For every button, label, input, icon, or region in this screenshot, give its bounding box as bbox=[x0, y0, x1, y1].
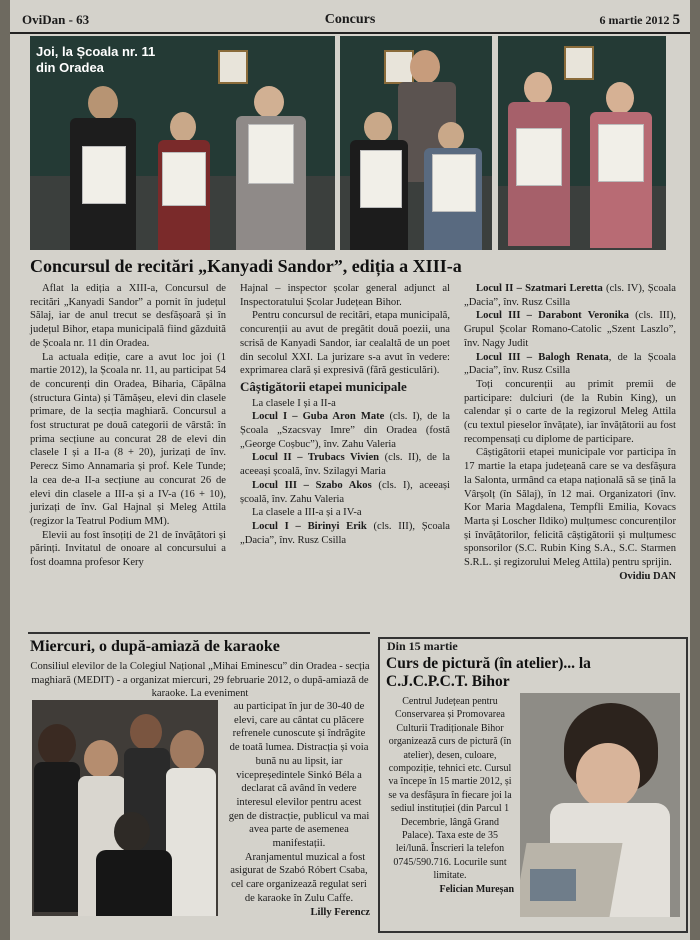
article3-kicker: Din 15 martie bbox=[384, 639, 461, 654]
winner-entry: Locul III – Szabo Akos (cls. I), aceeași școală, înv. Zahu Valeria bbox=[240, 479, 450, 505]
section-divider bbox=[28, 632, 370, 634]
article3-author: Felician Mureșan bbox=[439, 883, 514, 895]
category-label: La clasele I și a II-a bbox=[252, 397, 336, 409]
newspaper-page bbox=[10, 0, 690, 940]
article1-title: Concursul de recitări „Kanyadi Sandor”, ediția a XIII-a bbox=[30, 256, 462, 276]
painting-photo bbox=[520, 693, 680, 917]
article3-title-line-1: Curs de pictură (în atelier)... la bbox=[386, 655, 591, 672]
article1-paragraph: La actuala ediție, care a avut loc joi (1 martie 2012), la Școala nr. 11, au participat 54 de concurenți din Oradea, Biharia, Căpâlna (structura Ginta) și Tămășeu, elevi din clasele primare, de la secția maghiară. Concursul a fost structurat pe două categorii de vârstă: în prima secțiune au concurat 28 de elevi din clasele I și a II-a (8 + 20), jurizați de înv. Perecz Simo Annamaria și prof. Kele Tunde; la cea de-a II-a secțiune au concurat 26 de elevi din clasele a III-a și a IV-a (16 + 10), jurizați de înv. Gal Hajnal și Meleg Attila (regizor la Teatrul Podium MM). bbox=[30, 351, 226, 527]
winner-entry: Locul III – Balogh Renata, de la Școala „Dacia”, înv. Rusz Csilla bbox=[464, 351, 676, 377]
winner-entry: Locul II – Trubacs Vivien (cls. II), de la aceeași școală, înv. Szilagyi Maria bbox=[240, 452, 450, 478]
winner-entry: Locul I – Guba Aron Mate (cls. I), de la Școala „Szacsvay Imre” din Oradea (fostă „George Coșbuc”), înv. Zahu Valeria bbox=[240, 411, 450, 450]
article1-paragraph: Hajnal – inspector școlar general adjunct al Inspectoratului Școlar Județean Bihor. bbox=[240, 283, 450, 308]
winners-heading: Câștigătorii etapei municipale bbox=[240, 378, 407, 394]
article2-intro: Consiliul elevilor de la Colegiul Național „Mihai Eminescu” din Oradea - secția maghiară (MEDIT) - a organizat miercuri, 29 februarie 2012, o după-amiază de karaoke. La eveniment bbox=[30, 661, 370, 700]
article1-paragraph: Câștigătorii etapei municipale vor participa în 17 martie la etapa județeană care se va desfășura la Salonta, urmând ca etapa națională să se țină la Vârșolț (în Sălaj), în 12 mai. Organizatori (înv. Kor Maria Magdalena, Tempfli Emilia, Kovacs Marta și Loscher Ildiko) mulțumesc concurenților și învățătorilor, felicită câștigătorii și mulțumesc sponsorilor (S.C. Rubin King S.A., S.C. Starmen S.R.L. și regizorului Meleg Attila) pentru sprijin. bbox=[464, 447, 676, 569]
page-header bbox=[10, 10, 690, 34]
article1-column-2 bbox=[240, 282, 450, 547]
category-label: La clasele a III-a și a IV-a bbox=[252, 507, 362, 519]
article2-body: au participat în jur de 30-40 de elevi, care au cântat cu plăcere refrenele cunoscute și îndrăgite de toată lumea. Distracția și voia bună nu au lipsit, iar vicepreședintele Sinkó Béla a declarat că având în vedere interesul elevilor pentru acest gen de distracție, publicul va mai avea parte de asemenea manifestații. Aranjamentul muzical a fost asigurat de Szabó Róbert Csaba, cel care organizează regulat seri de karaoke în Zulu Caffe. Lilly Ferencz bbox=[228, 701, 370, 918]
winner-entry: Locul III – Darabont Veronika (cls. III), Grupul Școlar Romano-Catolic „Szent Laszlo”, înv. Nagy Judit bbox=[464, 310, 676, 349]
article1-column-1 bbox=[30, 282, 226, 570]
article1-paragraph: Toți concurenții au primit premii de participare: dulciuri (de la Rubin King), un calendar și o carte de la regizorul Meleg Attila (cu textul pieselor învățate), iar învățătorii au fost recompensați cu diplome de participare. bbox=[464, 378, 676, 445]
issue-date: 6 martie 2012 5 bbox=[599, 12, 680, 28]
photo-contest-boys bbox=[30, 36, 335, 250]
article1-paragraph: Aflat la ediția a XIII-a, Concursul de recitări „Kanyadi Sandor” a pornit în județul Sălaj, iar de anul trecut se desfășoară și în județul Bihor, etapa municipală fiind găzduită de Școala nr. 11 din Oradea. bbox=[30, 283, 226, 349]
section-title: Concurs bbox=[324, 12, 376, 27]
photo-contest-girls bbox=[498, 36, 666, 250]
photo-contest-teacher bbox=[340, 36, 492, 250]
karaoke-photo bbox=[32, 700, 218, 916]
painting-course-box bbox=[378, 637, 688, 933]
article3-title-line-2: C.J.C.P.C.T. Bihor bbox=[386, 673, 510, 690]
article3-body: Centrul Județean pentru Conservarea și Promovarea Culturii Tradiționale Bihor organizează curs de pictură (în atelier), desen, culoare, compoziție, tehnici etc. Cursul va începe în 15 martie 2012, și se va desfășura în fiecare joi la sediul instituției (din Parcul 1 Decembrie, lângă Grand Palace). Taxa este de 35 lei/lună. Înscrieri la telefon 0745/590.716. Locurile sunt limitate. Felician Mureșan bbox=[386, 695, 514, 896]
winner-entry: Locul I – Birinyi Erik (cls. III), Școala „Dacia”, înv. Rusz Csilla bbox=[240, 520, 450, 546]
article1-paragraph: Elevii au fost însoțiți de 21 de învățători și părinți. Invitatul de onoare al concursului a fost doamna profesor Kery bbox=[30, 529, 226, 569]
article1-paragraph: Pentru concursul de recitări, etapa municipală, concurenții au avut de pregătit două poezii, una scrisă de Kanyadi Sandor, iar cealaltă de un poet din secolul XXI. La jurizare s-a avut în vedere: exprimarea clară și expresivă (fără gesticulări). bbox=[240, 310, 450, 377]
article2-author: Lilly Ferencz bbox=[310, 906, 370, 918]
photo-caption: Joi, la Școala nr. 11 din Oradea bbox=[36, 44, 156, 75]
winner-entry: Locul II – Szatmari Leretta (cls. IV), Școala „Dacia”, înv. Rusz Csilla bbox=[464, 283, 677, 308]
publication-name: OviDan - 63 bbox=[22, 12, 90, 27]
article1-author: Ovidiu DAN bbox=[619, 570, 676, 582]
article1-column-3 bbox=[464, 282, 676, 583]
article2-title: Miercuri, o după-amiază de karaoke bbox=[30, 638, 280, 655]
